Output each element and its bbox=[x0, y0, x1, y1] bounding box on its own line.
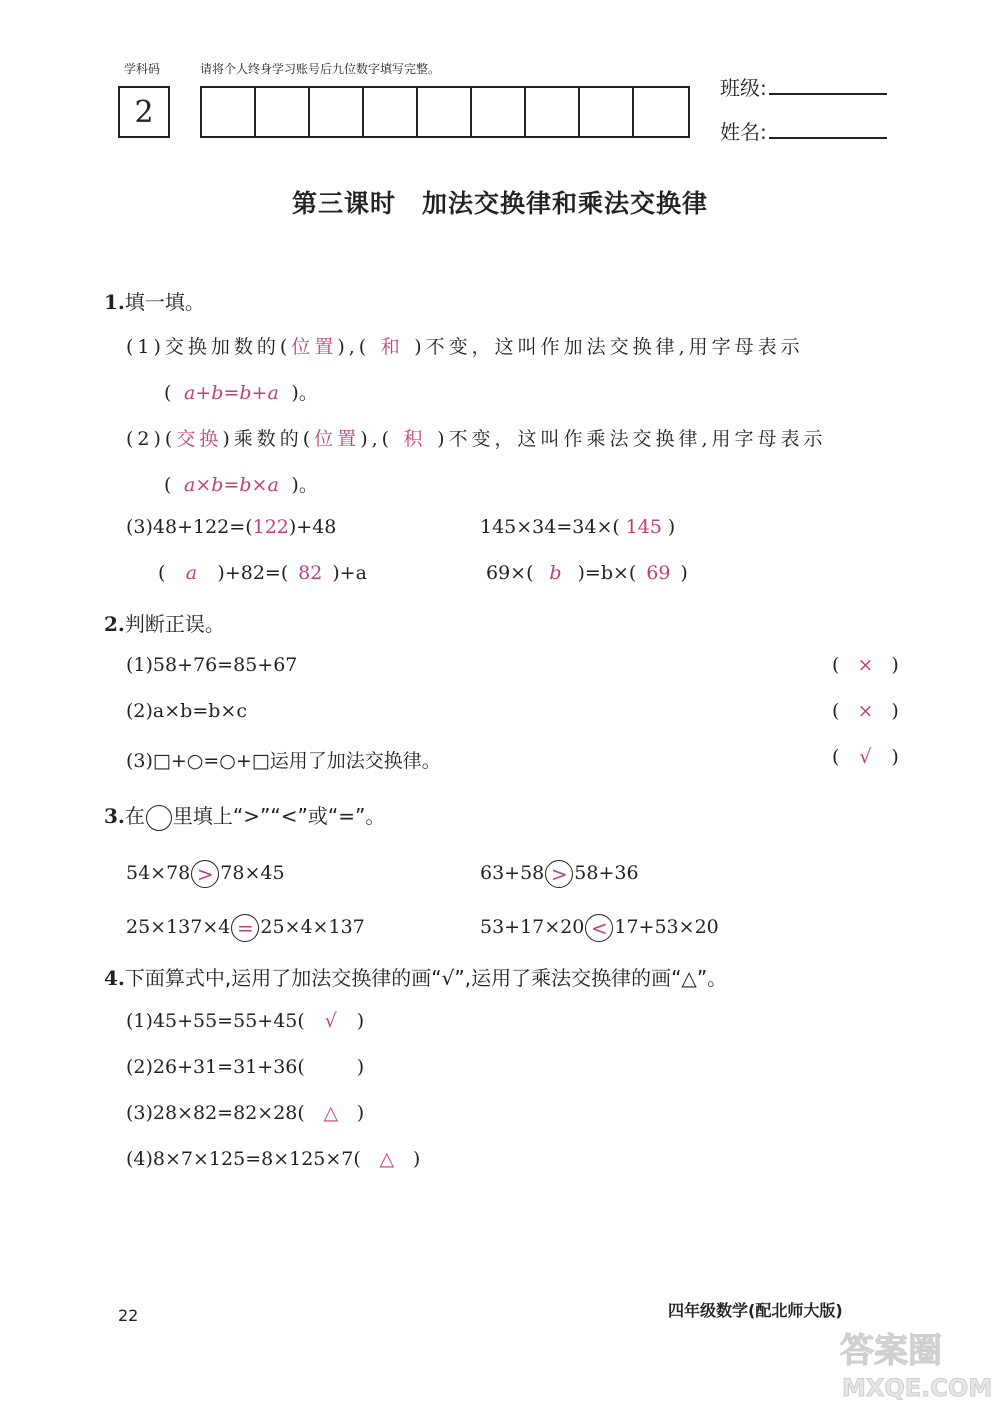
name-label: 姓名: bbox=[720, 120, 767, 144]
q3-item-1-answer: > bbox=[191, 860, 219, 888]
q1-heading bbox=[104, 286, 205, 315]
q1-p1-text-c: )不变，这叫作加法交换律,用字母表示 bbox=[414, 336, 804, 358]
q1-p2-text-b: )乘数的( bbox=[222, 428, 315, 450]
q1-p2-answer-product: 积 bbox=[403, 428, 427, 450]
digit-cell[interactable] bbox=[202, 88, 256, 136]
q1-part2-line2: ( a×b=b×a )。 bbox=[164, 474, 318, 496]
q3-item-1-left: 54×78 bbox=[126, 862, 191, 884]
q2-number: 2. bbox=[104, 612, 125, 636]
q1-part4-right bbox=[486, 562, 688, 584]
digit-cell[interactable] bbox=[310, 88, 364, 136]
q3-item-3 bbox=[126, 914, 365, 942]
q1-p2-answer-position: 位置 bbox=[314, 428, 361, 450]
class-label: 班级: bbox=[720, 76, 767, 100]
q3-item-2-left: 63+58 bbox=[480, 862, 545, 884]
q4-item-1-text: (1)45+55=55+45( bbox=[126, 1010, 305, 1032]
q3-item-4 bbox=[480, 914, 719, 942]
q1-p2-text-c: ),( bbox=[360, 428, 394, 450]
class-underline[interactable] bbox=[769, 91, 887, 95]
q1-p3-right-answer: 145 bbox=[625, 516, 662, 538]
q1-p4-right-text-a: 69×( bbox=[486, 562, 534, 584]
q2-item-2-answer-box: ( × ) bbox=[832, 700, 899, 722]
q2-item-2-answer: × bbox=[857, 700, 874, 722]
q4-heading bbox=[104, 962, 727, 991]
digit-cell[interactable] bbox=[580, 88, 634, 136]
q3-item-1 bbox=[126, 860, 285, 888]
q1-p4-right-answer-69: 69 bbox=[646, 562, 671, 584]
digit-cell[interactable] bbox=[418, 88, 472, 136]
q1-part3-right bbox=[480, 516, 675, 538]
q3-title-a: 在 bbox=[124, 804, 145, 828]
q3-item-4-left: 53+17×20 bbox=[480, 916, 585, 938]
q1-p3-right-text-b: ) bbox=[667, 516, 676, 538]
q2-item-3-answer: √ bbox=[859, 746, 872, 768]
subject-code-box: 2 bbox=[118, 86, 170, 138]
q3-item-1-right: 78×45 bbox=[220, 862, 285, 884]
q3-item-4-answer: < bbox=[585, 914, 613, 942]
q2-item-1-answer-box: ( × ) bbox=[832, 654, 899, 676]
q1-part1-line2: ( a+b=b+a )。 bbox=[164, 382, 318, 404]
q4-item-3-text: (3)28×82=82×28( bbox=[126, 1102, 305, 1124]
q1-p1-answer-sum: 和 bbox=[380, 336, 404, 358]
account-instruction: 请将个人终身学习账号后九位数字填写完整。 bbox=[200, 62, 441, 76]
circle-icon bbox=[146, 805, 172, 831]
q1-p1-answer-formula: a+b=b+a bbox=[184, 382, 279, 404]
q2-heading bbox=[104, 608, 225, 637]
q1-p2-text-d: )不变，这叫作乘法交换律,用字母表示 bbox=[437, 428, 827, 450]
q1-p2-answer-exchange: 交换 bbox=[176, 428, 223, 450]
q4-item-4-answer: △ bbox=[379, 1148, 395, 1170]
digit-cell[interactable] bbox=[526, 88, 580, 136]
q4-item-1-answer: √ bbox=[324, 1010, 337, 1032]
page-number: 22 bbox=[118, 1306, 139, 1325]
q3-item-3-right: 25×4×137 bbox=[260, 916, 365, 938]
book-title: 四年级数学(配北师大版) bbox=[668, 1301, 843, 1320]
q2-item-3-text: (3)□+○=○+□运用了加法交换律。 bbox=[126, 750, 441, 772]
q1-p2-answer-formula: a×b=b×a bbox=[184, 474, 279, 496]
q2-item-3-answer-box: ( √ ) bbox=[832, 746, 899, 768]
q4-item-1: (1)45+55=55+45( √ ) bbox=[126, 1010, 365, 1032]
q3-item-4-right: 17+53×20 bbox=[614, 916, 719, 938]
q2-item-2-text: (2)a×b=b×c bbox=[126, 700, 247, 722]
q1-p1-text-b: ),( bbox=[337, 336, 371, 358]
q1-p3-left-text-a: (3)48+122=( bbox=[126, 516, 253, 538]
q3-heading bbox=[104, 800, 385, 831]
q4-item-3-answer: △ bbox=[323, 1102, 339, 1124]
q3-item-2-right: 58+36 bbox=[574, 862, 639, 884]
q1-p4-right-answer-b: b bbox=[549, 562, 562, 584]
name-underline[interactable] bbox=[769, 135, 887, 139]
q1-p4-right-text-c: ) bbox=[680, 562, 688, 584]
q2-item-1-text: (1)58+76=85+67 bbox=[126, 654, 298, 676]
q2-title: 判断正误。 bbox=[124, 612, 225, 636]
q1-part4-left: ( a )+82=( 82 )+a bbox=[158, 562, 367, 584]
class-field[interactable] bbox=[720, 72, 887, 101]
digit-cell[interactable] bbox=[634, 88, 688, 136]
q1-part3-left bbox=[126, 516, 336, 538]
q1-p4-left-answer-a: a bbox=[185, 562, 198, 584]
q1-p4-right-text-b: )=b×( bbox=[577, 562, 637, 584]
watermark-svg bbox=[830, 1322, 995, 1404]
q1-p2-text-a: (2)( bbox=[126, 428, 177, 450]
q1-p4-left-text-a: )+82=( bbox=[217, 562, 289, 584]
q3-number: 3. bbox=[104, 804, 125, 828]
q4-item-3: (3)28×82=82×28( △ ) bbox=[126, 1102, 365, 1124]
q4-title: 下面算式中,运用了加法交换律的画“√”,运用了乘法交换律的画“△”。 bbox=[124, 966, 728, 990]
q1-p1-text-a: (1)交换加数的( bbox=[126, 336, 292, 358]
q1-p3-right-text-a: 145×34=34×( bbox=[480, 516, 620, 538]
q3-title-b: 里填上“>”“<”或“=”。 bbox=[172, 804, 386, 828]
q3-item-3-left: 25×137×4 bbox=[126, 916, 231, 938]
q1-number: 1. bbox=[104, 290, 125, 314]
q1-p3-left-answer: 122 bbox=[252, 516, 289, 538]
q1-p3-left-text-b: )+48 bbox=[288, 516, 337, 538]
q1-p4-left-text-b: )+a bbox=[332, 562, 367, 584]
account-digit-boxes[interactable] bbox=[200, 86, 690, 138]
q3-item-3-answer: = bbox=[231, 914, 259, 942]
q4-item-4: (4)8×7×125=8×125×7( △ ) bbox=[126, 1148, 421, 1170]
digit-cell[interactable] bbox=[256, 88, 310, 136]
q1-part2-line1 bbox=[126, 424, 827, 451]
q1-p4-left-answer-82: 82 bbox=[298, 562, 323, 584]
name-field[interactable] bbox=[720, 116, 887, 145]
q2-item-1-answer: × bbox=[857, 654, 874, 676]
q4-number: 4. bbox=[104, 966, 125, 990]
q4-item-2: (2)26+31=31+36( ) bbox=[126, 1056, 365, 1078]
q1-part1-line1 bbox=[126, 332, 804, 359]
page-title: 第三课时 加法交换律和乘法交换律 bbox=[291, 189, 708, 218]
digit-cell[interactable] bbox=[364, 88, 418, 136]
digit-cell[interactable] bbox=[472, 88, 526, 136]
q3-item-2 bbox=[480, 860, 639, 888]
q4-item-2-text: (2)26+31=31+36( bbox=[126, 1056, 305, 1078]
watermark-bottom: MXQE.COM bbox=[842, 1374, 993, 1402]
q1-p1-answer-position: 位置 bbox=[291, 336, 338, 358]
q1-title: 填一填。 bbox=[124, 290, 205, 314]
watermark-logo bbox=[830, 1322, 995, 1404]
subject-code-label: 学科码 bbox=[124, 62, 161, 76]
watermark-top: 答案圈 bbox=[840, 1331, 942, 1371]
q3-item-2-answer: > bbox=[545, 860, 573, 888]
q4-item-4-text: (4)8×7×125=8×125×7( bbox=[126, 1148, 361, 1170]
